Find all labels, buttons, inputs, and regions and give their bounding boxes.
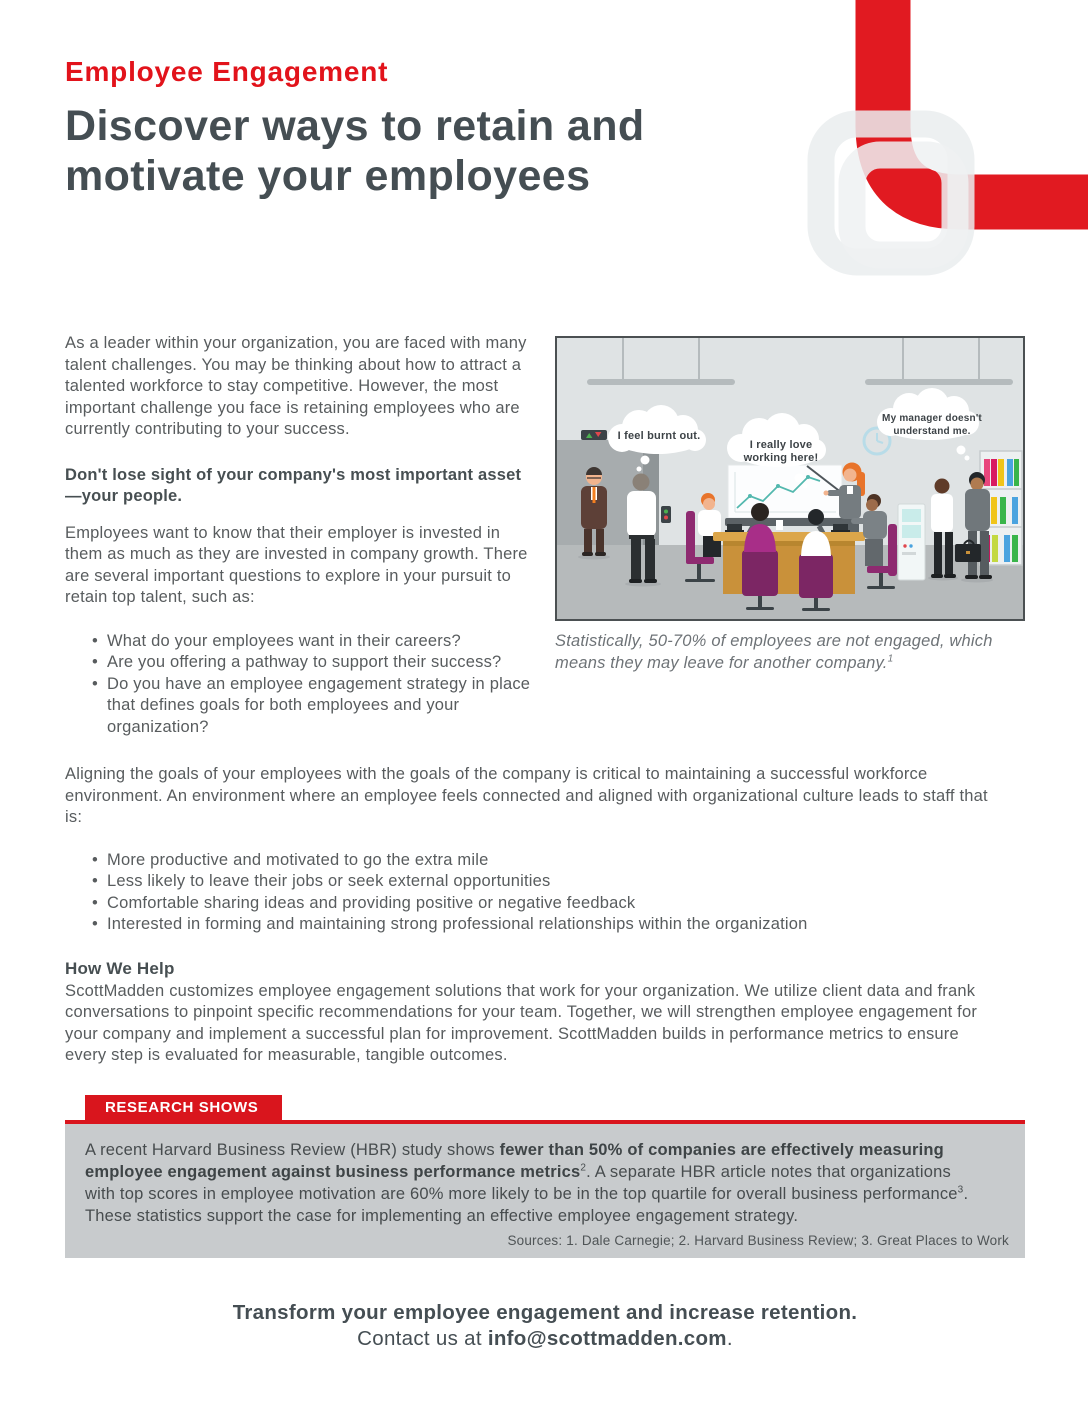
elevator-indicator xyxy=(581,430,607,440)
office-illustration xyxy=(555,336,1025,621)
bubble3-line1: My manager doesn't xyxy=(882,413,982,424)
intro-column xyxy=(65,333,536,738)
questions-paragraph: Employees want to know that their employer is invested in them as much as they are invested in company growth. There are several important questions to explore in your pursuit to retain top talent, such as: xyxy=(65,523,528,606)
how-we-help-paragraph: ScottMadden customizes employee engagement solutions that work for your organization. We utilize client data and frank conversations to pinpoint specific recommendations for your team. Together, we will strengthen employee engagement for your company and implement a successful plan for improvement. ScottMadden builds in performance metrics to ensure every step is evaluated for measurable, tangible outcomes. xyxy=(65,981,978,1064)
page-title xyxy=(65,101,1025,201)
intro-subheading: Don't lose sight of your company's most important asset—your people. xyxy=(65,465,522,505)
conference-table xyxy=(713,524,865,594)
research-module xyxy=(65,1095,1025,1258)
eyebrow-heading: Employee Engagement xyxy=(65,56,389,87)
intro-paragraph: As a leader within your organization, you are faced with many talent challenges. You may be thinking about how to attract a talented workforce to stay competitive. However, the most important challenge you face is retaining employees who are currently contributing to your success. xyxy=(65,334,527,438)
alignment-paragraph: Aligning the goals of your employees with the goals of the company is critical to maintaining a successful workforce environment. An environment where an employee feels connected and aligned with organizational culture leads to staff that is: xyxy=(65,765,988,826)
list-item: • Less likely to leave their jobs or seek external opportunities xyxy=(92,871,1025,893)
light-bar-right xyxy=(865,379,1013,385)
two-column-section xyxy=(65,333,1025,738)
bubble2-line2: working here! xyxy=(743,452,819,464)
bubble2-line1: I really love xyxy=(749,439,813,451)
wall-switch-panel xyxy=(661,506,671,523)
footer-line2: Contact us at info@scottmadden.com. xyxy=(357,1326,733,1350)
research-box xyxy=(65,1124,1025,1258)
list-item: • What do your employees want in their careers? xyxy=(92,631,536,653)
research-banner-rule xyxy=(65,1095,1025,1124)
list-item: • Are you offering a pathway to support their success? xyxy=(92,652,536,674)
list-item: • Comfortable sharing ideas and providing positive or negative feedback xyxy=(92,893,1025,915)
question-list xyxy=(92,631,536,739)
footnote-marker: 2 xyxy=(580,1162,587,1173)
figure-column xyxy=(555,336,1025,738)
how-we-help-heading: How We Help xyxy=(65,958,175,978)
contact-email[interactable]: info@scottmadden.com xyxy=(487,1326,727,1350)
footer-line1: Transform your employee engagement and increase retention. xyxy=(232,1300,858,1324)
page-title-line1: Discover ways to retain and xyxy=(65,102,645,150)
office-illustration-svg xyxy=(557,338,1023,619)
bubble1-text: I feel burnt out. xyxy=(617,430,701,442)
figure-caption: Statistically, 50-70% of employees are not engaged, which means they may leave for another company.$^1$ xyxy=(555,632,993,672)
list-item: • Interested in forming and maintaining strong professional relationships within the organization xyxy=(92,914,1025,936)
research-paragraph: A recent Harvard Business Review (HBR) study shows fewer than 50% of companies are effectively measuring employee engagement against business performance metrics$^2$. A separate HBR article notes that organizations with top scores in employee motivation are 60% more likely to be in the top quartile for overall business performance$^3$. These statistics support the case for implementing an effective employee engagement strategy. xyxy=(85,1140,969,1225)
research-sources: Sources: 1. Dale Carnegie; 2. Harvard Business Review; 3. Great Places to Work xyxy=(507,1232,1009,1248)
bubble3-line2: understand me. xyxy=(893,426,971,437)
light-bar-left xyxy=(587,379,735,385)
research-banner: RESEARCH SHOWS xyxy=(85,1095,282,1120)
water-cooler xyxy=(898,504,925,580)
list-item: • More productive and motivated to go the extra mile xyxy=(92,850,1025,872)
list-item: • Do you have an employee engagement strategy in place that defines goals for both employees and your organization? xyxy=(92,674,536,739)
benefits-list xyxy=(92,850,1025,936)
footer-cta xyxy=(65,1300,1025,1352)
page-title-line2: motivate your employees xyxy=(65,152,591,200)
footnote-marker: 1 xyxy=(887,653,894,665)
footnote-marker: 3 xyxy=(957,1184,964,1195)
